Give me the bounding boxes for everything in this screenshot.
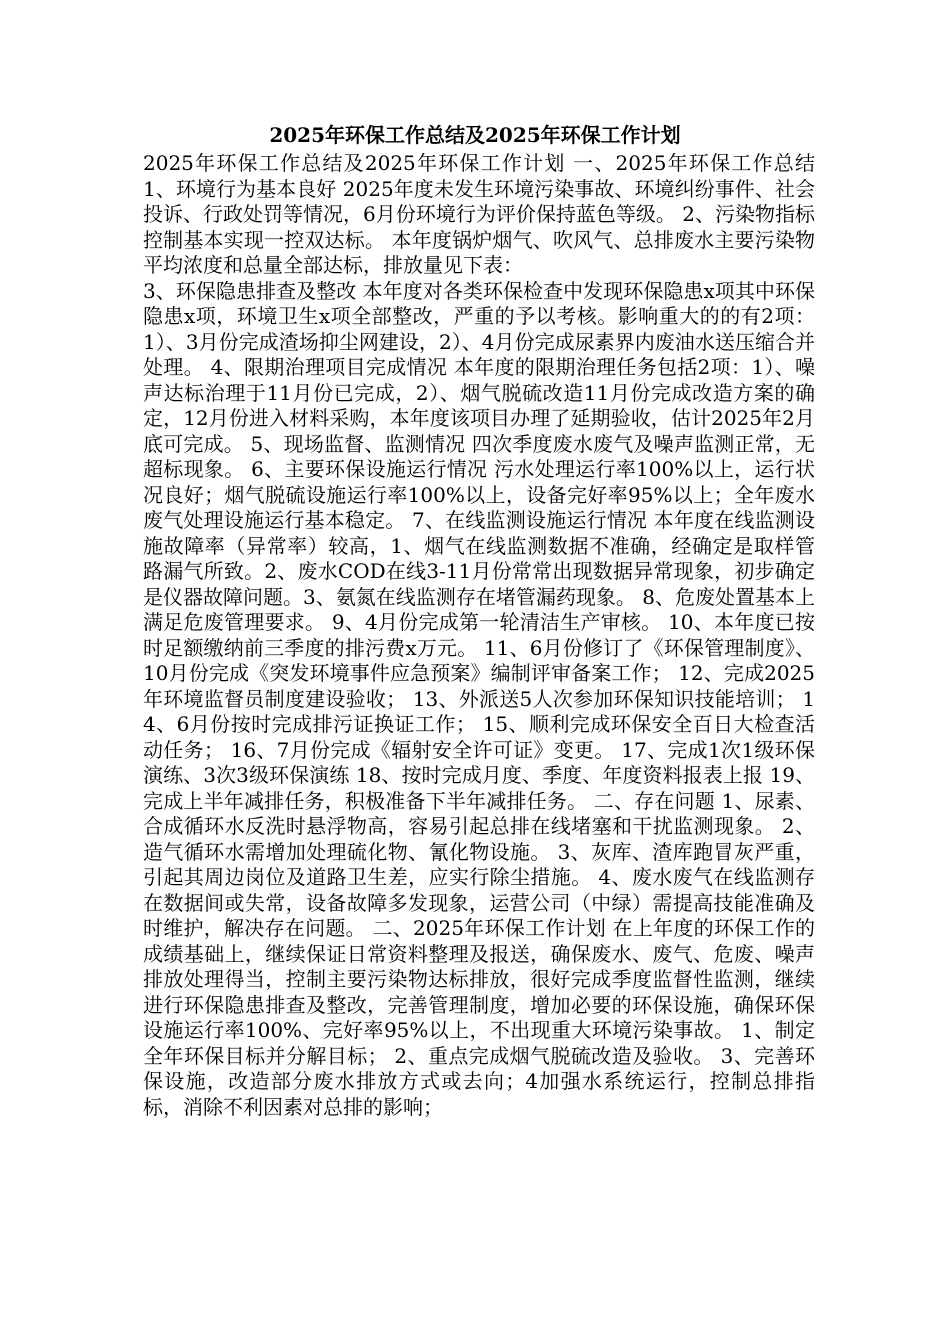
paragraph-summary-details-and-plan: 3、环保隐患排查及整改 本年度对各类环保检查中发现环保隐患x项其中环保隐患x项，环境卫生x项全部整改，严重的予以考核。影响重大的的有2项：1）、3月份完成渣场抑尘网建设，2）、4月份完成尿素界内废油水送压缩合并处理。 4、限期治理项目完成情况 本年度的限期治理任务包括2项：1）、噪声达标治理于11月份已完成，2）、烟气脱硫改造11月份完成改造方案的确定，12月份进入材料采购，本年度该项目办理了延期验收，估计2025年2月底可完成。 5、现场监督、监测情况 四次季度废水废气及噪声监测正常，无超标现象。 6、主要环保设施运行情况 污水处理运行率100%以上，运行状况良好；烟气脱硫设施运行率100%以上，设备完好率95%以上；全年废水废气处理设施运行基本稳定。 7、在线监测设施运行情况 本年度在线监测设施故障率（异常率）较高，1、烟气在线监测数据不准确，经确定是取样管路漏气所致。2、废水COD在线3-11月份常常出现数据异常现象，初步确定是仪器故障问题。3、氨氮在线监测存在堵管漏药现象。 8、危废处置基本上满足危废管理要求。 9、4月份完成第一轮清洁生产审核。 10、本年度已按时足额缴纳前三季度的排污费x万元。 11、6月份修订了《环保管理制度》、10月份完成《突发环境事件应急预案》编制评审备案工作； 12、完成2025年环境监督员制度建设验收； 13、外派送5人次参加环保知识技能培训； 14、6月份按时完成排污证换证工作； 15、顺利完成环保安全百日大检查活动任务； 16、7月份完成《辐射安全许可证》变更。 17、完成1次1级环保演练、3次3级环保演练 18、按时完成月度、季度、年度资料报表上报 19、完成上半年减排任务，积极准备下半年减排任务。 二、存在问题 1、尿素、合成循环水反洗时悬浮物高，容易引起总排在线堵塞和干扰监测现象。 2、造气循环水需增加处理硫化物、氰化物设施。 3、灰库、渣库跑冒灰严重，引起其周边岗位及道路卫生差，应实行除尘措施。 4、废水废气在线监测存在数据间或失常，设备故障多发现象，运营公司（中绿）需提高技能准确及时维护，解决存在问题。 二、2025年环保工作计划 在上年度的环保工作的成绩基础上，继续保证日常资料整理及报送，确保废水、废气、危废、噪声排放处理得当，控制主要污染物达标排放，很好完成季度监督性监测，继续进行环保隐患排查及整改，完善管理制度，增加必要的环保设施，确保环保设施运行率100%、完好率95%以上，不出现重大环境污染事故。 1、制定全年环保目标并分解目标； 2、重点完成烟气脱硫改造及验收。 3、完善环保设施，改造部分废水排放方式或去向；4加强水系统运行，控制总排指标，消除不利因素对总排的影响； [143, 278, 815, 1119]
document-body [143, 151, 815, 1120]
document-title: 2025年环保工作总结及2025年环保工作计划 [269, 123, 681, 147]
paragraph-summary-intro: 2025年环保工作总结及2025年环保工作计划 一、2025年环保工作总结 1、环境行为基本良好 2025年度未发生环境污染事故、环境纠纷事件、社会投诉、行政处罚等情况，6月份环境行为评价保持蓝色等级。 2、污染物指标控制基本实现一控双达标。 本年度锅炉烟气、吹风气、总排废水主要污染物平均浓度和总量全部达标，排放量见下表： [143, 151, 815, 277]
